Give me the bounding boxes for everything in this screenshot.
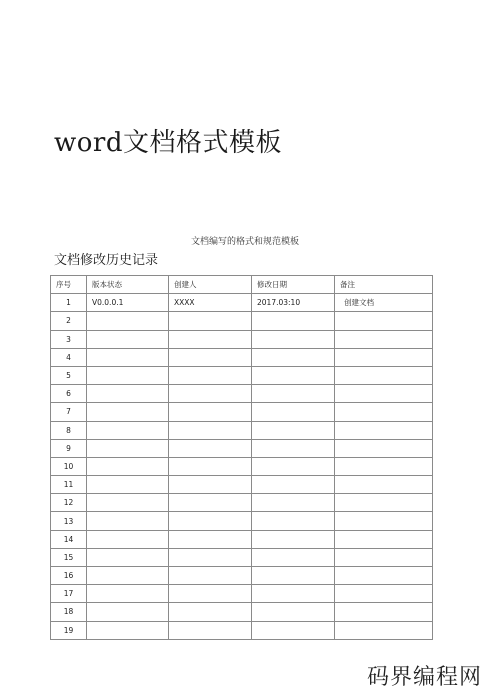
cell-creator bbox=[169, 385, 252, 403]
cell-remark: 创建文档 bbox=[335, 294, 433, 312]
cell-creator bbox=[169, 476, 252, 494]
cell-version-status bbox=[87, 476, 169, 494]
table-row bbox=[51, 294, 433, 312]
cell-seq: 16 bbox=[51, 567, 87, 585]
cell-modify-date bbox=[252, 348, 335, 366]
cell-seq: 9 bbox=[51, 439, 87, 457]
cell-creator bbox=[169, 312, 252, 330]
cell-version-status bbox=[87, 312, 169, 330]
table-header-row bbox=[51, 276, 433, 294]
cell-seq: 10 bbox=[51, 457, 87, 475]
cell-remark bbox=[335, 567, 433, 585]
cell-creator bbox=[169, 585, 252, 603]
cell-version-status bbox=[87, 621, 169, 639]
cell-version-status bbox=[87, 330, 169, 348]
cell-modify-date bbox=[252, 621, 335, 639]
cell-remark bbox=[335, 457, 433, 475]
cell-creator bbox=[169, 348, 252, 366]
cell-seq: 13 bbox=[51, 512, 87, 530]
cell-modify-date bbox=[252, 403, 335, 421]
cell-modify-date bbox=[252, 548, 335, 566]
cell-seq: 2 bbox=[51, 312, 87, 330]
cell-remark bbox=[335, 585, 433, 603]
cell-version-status bbox=[87, 530, 169, 548]
cell-version-status bbox=[87, 348, 169, 366]
cell-seq: 14 bbox=[51, 530, 87, 548]
cell-creator bbox=[169, 530, 252, 548]
cell-creator bbox=[169, 403, 252, 421]
cell-remark bbox=[335, 476, 433, 494]
site-watermark: 码界编程网 bbox=[366, 665, 482, 690]
cell-creator bbox=[169, 512, 252, 530]
cell-seq: 19 bbox=[51, 621, 87, 639]
cell-creator bbox=[169, 330, 252, 348]
cell-modify-date bbox=[252, 494, 335, 512]
document-title: word文档格式模板 bbox=[54, 128, 282, 158]
table-row bbox=[51, 567, 433, 585]
cell-modify-date bbox=[252, 366, 335, 384]
cell-creator: XXXX bbox=[169, 294, 252, 312]
cell-remark bbox=[335, 548, 433, 566]
cell-version-status bbox=[87, 512, 169, 530]
table-row bbox=[51, 385, 433, 403]
cell-seq: 8 bbox=[51, 421, 87, 439]
cell-modify-date bbox=[252, 476, 335, 494]
cell-creator bbox=[169, 548, 252, 566]
cell-remark bbox=[335, 348, 433, 366]
cell-creator bbox=[169, 494, 252, 512]
cell-remark bbox=[335, 439, 433, 457]
cell-seq: 7 bbox=[51, 403, 87, 421]
table-row bbox=[51, 476, 433, 494]
cell-creator bbox=[169, 621, 252, 639]
cell-remark bbox=[335, 312, 433, 330]
cell-remark bbox=[335, 530, 433, 548]
table-row bbox=[51, 348, 433, 366]
cell-remark bbox=[335, 494, 433, 512]
cell-version-status bbox=[87, 366, 169, 384]
cell-remark bbox=[335, 603, 433, 621]
header-creator: 创建人 bbox=[169, 276, 252, 294]
header-seq: 序号 bbox=[51, 276, 87, 294]
header-remark: 备注 bbox=[335, 276, 433, 294]
cell-modify-date bbox=[252, 457, 335, 475]
cell-modify-date bbox=[252, 603, 335, 621]
cell-creator bbox=[169, 567, 252, 585]
cell-version-status: V0.0.0.1 bbox=[87, 294, 169, 312]
table-row bbox=[51, 330, 433, 348]
cell-seq: 3 bbox=[51, 330, 87, 348]
table-row bbox=[51, 585, 433, 603]
cell-modify-date bbox=[252, 512, 335, 530]
cell-remark bbox=[335, 621, 433, 639]
cell-version-status bbox=[87, 548, 169, 566]
revision-history-heading: 文档修改历史记录 bbox=[54, 253, 159, 268]
cell-version-status bbox=[87, 567, 169, 585]
revision-history-table bbox=[50, 275, 433, 640]
cell-modify-date bbox=[252, 312, 335, 330]
cell-remark bbox=[335, 512, 433, 530]
cell-creator bbox=[169, 366, 252, 384]
cell-modify-date bbox=[252, 530, 335, 548]
cell-remark bbox=[335, 421, 433, 439]
table-row bbox=[51, 312, 433, 330]
table-row bbox=[51, 603, 433, 621]
cell-seq: 4 bbox=[51, 348, 87, 366]
cell-seq: 12 bbox=[51, 494, 87, 512]
cell-modify-date bbox=[252, 585, 335, 603]
cell-seq: 5 bbox=[51, 366, 87, 384]
table-row bbox=[51, 494, 433, 512]
cell-modify-date bbox=[252, 385, 335, 403]
header-modify-date: 修改日期 bbox=[252, 276, 335, 294]
document-subtitle: 文档编写的格式和规范模板 bbox=[190, 237, 299, 247]
cell-version-status bbox=[87, 603, 169, 621]
cell-modify-date bbox=[252, 567, 335, 585]
cell-seq: 17 bbox=[51, 585, 87, 603]
table-row bbox=[51, 403, 433, 421]
cell-modify-date bbox=[252, 439, 335, 457]
cell-creator bbox=[169, 603, 252, 621]
cell-modify-date bbox=[252, 330, 335, 348]
cell-seq: 1 bbox=[51, 294, 87, 312]
table-row bbox=[51, 457, 433, 475]
table-row bbox=[51, 548, 433, 566]
table-row bbox=[51, 439, 433, 457]
cell-version-status bbox=[87, 421, 169, 439]
cell-version-status bbox=[87, 585, 169, 603]
cell-remark bbox=[335, 385, 433, 403]
cell-seq: 11 bbox=[51, 476, 87, 494]
cell-version-status bbox=[87, 494, 169, 512]
cell-creator bbox=[169, 439, 252, 457]
table-row bbox=[51, 512, 433, 530]
cell-version-status bbox=[87, 385, 169, 403]
cell-modify-date bbox=[252, 421, 335, 439]
cell-version-status bbox=[87, 403, 169, 421]
table-body bbox=[51, 294, 433, 640]
table-row bbox=[51, 421, 433, 439]
table-row bbox=[51, 621, 433, 639]
cell-remark bbox=[335, 366, 433, 384]
cell-version-status bbox=[87, 439, 169, 457]
cell-remark bbox=[335, 330, 433, 348]
cell-remark bbox=[335, 403, 433, 421]
header-version-status: 版本状态 bbox=[87, 276, 169, 294]
cell-seq: 15 bbox=[51, 548, 87, 566]
table-row bbox=[51, 530, 433, 548]
cell-creator bbox=[169, 457, 252, 475]
cell-creator bbox=[169, 421, 252, 439]
cell-seq: 18 bbox=[51, 603, 87, 621]
cell-version-status bbox=[87, 457, 169, 475]
cell-seq: 6 bbox=[51, 385, 87, 403]
cell-modify-date: 2017.03:10 bbox=[252, 294, 335, 312]
table-row bbox=[51, 366, 433, 384]
